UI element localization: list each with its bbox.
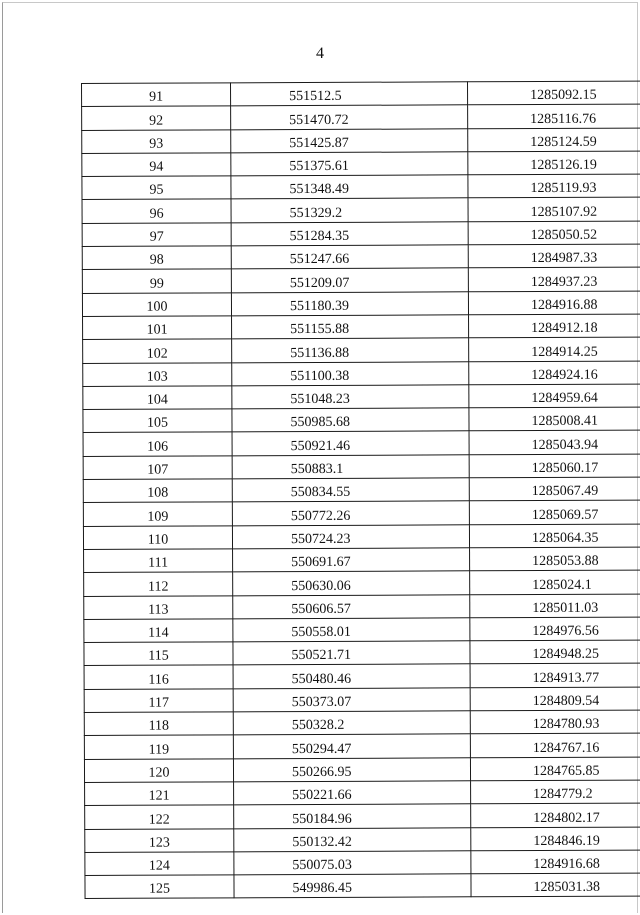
point-number-cell: 120: [84, 758, 233, 782]
x-coordinate-cell: 550985.68: [232, 408, 469, 432]
point-number-cell: 96: [82, 199, 231, 223]
point-number-cell: 103: [83, 362, 232, 386]
table-row: [85, 849, 640, 875]
x-coordinate-cell: 550630.06: [233, 571, 470, 595]
table-row: [84, 733, 640, 759]
point-number-cell: 118: [84, 712, 233, 736]
table-row: [85, 803, 640, 829]
x-coordinate-cell: 550373.07: [233, 688, 470, 712]
point-number-cell: 114: [84, 619, 233, 643]
x-coordinate-cell: 551512.5: [231, 82, 468, 106]
table-row: [83, 383, 640, 409]
y-coordinate-cell: 1285064.35: [469, 523, 640, 547]
table-row: [84, 710, 640, 736]
point-number-cell: 108: [83, 479, 232, 503]
point-number-cell: 91: [82, 83, 231, 107]
point-number-cell: 105: [83, 409, 232, 433]
point-number-cell: 107: [83, 456, 232, 480]
y-coordinate-cell: 1285126.19: [468, 151, 640, 175]
table-row: [83, 523, 640, 549]
y-coordinate-cell: 1285116.76: [468, 104, 640, 128]
table-row: [84, 686, 640, 712]
x-coordinate-cell: 550184.96: [234, 804, 471, 828]
table-row: [83, 453, 640, 479]
table-row: [84, 547, 640, 573]
point-number-cell: 112: [84, 572, 233, 596]
point-number-cell: 115: [84, 642, 233, 666]
x-coordinate-cell: 551247.66: [231, 245, 468, 269]
point-number-cell: 121: [85, 782, 234, 806]
point-number-cell: 95: [82, 176, 231, 200]
point-number-cell: 124: [85, 852, 234, 876]
x-coordinate-cell: 551425.87: [231, 128, 468, 152]
x-coordinate-cell: 550834.55: [232, 478, 469, 502]
table-row: [82, 104, 640, 130]
point-number-cell: 97: [82, 223, 231, 247]
y-coordinate-cell: 1284924.16: [469, 360, 640, 384]
y-coordinate-cell: 1285067.49: [469, 477, 640, 501]
x-coordinate-cell: 551136.88: [232, 338, 469, 362]
table-row: [82, 290, 640, 316]
table-row: [82, 244, 640, 270]
point-number-cell: 116: [84, 665, 233, 689]
y-coordinate-cell: 1284912.18: [469, 314, 640, 338]
y-coordinate-cell: 1284846.19: [471, 826, 640, 850]
x-coordinate-cell: 550521.71: [233, 641, 470, 665]
point-number-cell: 92: [82, 106, 231, 130]
y-coordinate-cell: 1284913.77: [470, 663, 640, 687]
table-row: [82, 197, 640, 223]
y-coordinate-cell: 1285043.94: [469, 430, 640, 454]
x-coordinate-cell: 551375.61: [231, 152, 468, 176]
y-coordinate-cell: 1284767.16: [470, 733, 640, 757]
x-coordinate-cell: 550075.03: [234, 851, 471, 875]
y-coordinate-cell: 1284948.25: [470, 640, 640, 664]
y-coordinate-cell: 1284914.25: [469, 337, 640, 361]
y-coordinate-cell: 1284916.88: [468, 290, 640, 314]
point-number-cell: 123: [85, 828, 234, 852]
point-number-cell: 117: [84, 689, 233, 713]
x-coordinate-cell: 551048.23: [232, 385, 469, 409]
coordinates-table-wrapper: [81, 81, 619, 900]
x-coordinate-cell: 550480.46: [233, 664, 470, 688]
point-number-cell: 102: [83, 339, 232, 363]
y-coordinate-cell: 1285053.88: [470, 547, 640, 571]
table-row: [82, 81, 640, 107]
table-row: [83, 500, 640, 526]
table-row: [84, 663, 640, 689]
table-row: [84, 640, 640, 666]
point-number-cell: 119: [84, 735, 233, 759]
x-coordinate-cell: 550921.46: [232, 431, 469, 455]
x-coordinate-cell: 550221.66: [234, 781, 471, 805]
point-number-cell: 111: [84, 549, 233, 573]
y-coordinate-cell: 1285060.17: [469, 453, 640, 477]
y-coordinate-cell: 1284779.2: [471, 780, 640, 804]
y-coordinate-cell: 1284802.17: [471, 803, 640, 827]
point-number-cell: 109: [83, 502, 232, 526]
y-coordinate-cell: 1285031.38: [471, 873, 640, 897]
point-number-cell: 122: [85, 805, 234, 829]
point-number-cell: 101: [83, 316, 232, 340]
point-number-cell: 94: [82, 153, 231, 177]
point-number-cell: 125: [85, 875, 234, 899]
table-row: [84, 570, 640, 596]
table-row: [84, 756, 640, 782]
point-number-cell: 106: [83, 432, 232, 456]
y-coordinate-cell: 1285092.15: [467, 81, 640, 105]
table-row: [85, 826, 640, 852]
table-row: [83, 430, 640, 456]
point-number-cell: 113: [84, 595, 233, 619]
x-coordinate-cell: 550266.95: [233, 757, 470, 781]
y-coordinate-cell: 1284959.64: [469, 383, 640, 407]
table-row: [82, 151, 640, 177]
x-coordinate-cell: 550772.26: [232, 501, 469, 525]
x-coordinate-cell: 549986.45: [234, 874, 471, 898]
y-coordinate-cell: 1284976.56: [470, 616, 640, 640]
coordinates-table-body: [82, 81, 640, 899]
x-coordinate-cell: 550328.2: [233, 711, 470, 735]
y-coordinate-cell: 1285050.52: [468, 220, 640, 244]
point-number-cell: 98: [82, 246, 231, 270]
page-number: 4: [316, 45, 324, 62]
table-row: [84, 593, 640, 619]
point-number-cell: 110: [83, 525, 232, 549]
y-coordinate-cell: 1285011.03: [470, 593, 640, 617]
y-coordinate-cell: 1284987.33: [468, 244, 640, 268]
x-coordinate-cell: 550606.57: [233, 594, 470, 618]
x-coordinate-cell: 551180.39: [231, 291, 468, 315]
table-row: [83, 314, 640, 340]
x-coordinate-cell: 551155.88: [232, 315, 469, 339]
table-row: [84, 616, 640, 642]
coordinates-table: [81, 80, 640, 899]
table-row: [83, 477, 640, 503]
y-coordinate-cell: 1284780.93: [470, 710, 640, 734]
y-coordinate-cell: 1284809.54: [470, 686, 640, 710]
x-coordinate-cell: 550294.47: [233, 734, 470, 758]
table-row: [82, 174, 640, 200]
x-coordinate-cell: 550724.23: [232, 524, 469, 548]
point-number-cell: 104: [83, 386, 232, 410]
table-row: [85, 873, 640, 899]
point-number-cell: 100: [82, 293, 231, 317]
x-coordinate-cell: 551209.07: [231, 268, 468, 292]
y-coordinate-cell: 1285124.59: [468, 127, 640, 151]
y-coordinate-cell: 1285107.92: [468, 197, 640, 221]
y-coordinate-cell: 1284937.23: [468, 267, 640, 291]
point-number-cell: 93: [82, 129, 231, 153]
y-coordinate-cell: 1285024.1: [470, 570, 640, 594]
table-row: [85, 780, 640, 806]
x-coordinate-cell: 550691.67: [233, 548, 470, 572]
table-row: [82, 267, 640, 293]
x-coordinate-cell: 551348.49: [231, 175, 468, 199]
table-row: [83, 407, 640, 433]
y-coordinate-cell: 1284765.85: [470, 756, 640, 780]
y-coordinate-cell: 1285008.41: [469, 407, 640, 431]
point-number-cell: 99: [82, 269, 231, 293]
x-coordinate-cell: 550558.01: [233, 618, 470, 642]
x-coordinate-cell: 551329.2: [231, 198, 468, 222]
x-coordinate-cell: 551284.35: [231, 222, 468, 246]
table-row: [82, 220, 640, 246]
y-coordinate-cell: 1285119.93: [468, 174, 640, 198]
y-coordinate-cell: 1284916.68: [471, 849, 640, 873]
x-coordinate-cell: 551470.72: [231, 105, 468, 129]
y-coordinate-cell: 1285069.57: [469, 500, 640, 524]
x-coordinate-cell: 550883.1: [232, 455, 469, 479]
table-row: [83, 337, 640, 363]
table-row: [83, 360, 640, 386]
table-row: [82, 127, 640, 153]
x-coordinate-cell: 550132.42: [234, 827, 471, 851]
x-coordinate-cell: 551100.38: [232, 361, 469, 385]
